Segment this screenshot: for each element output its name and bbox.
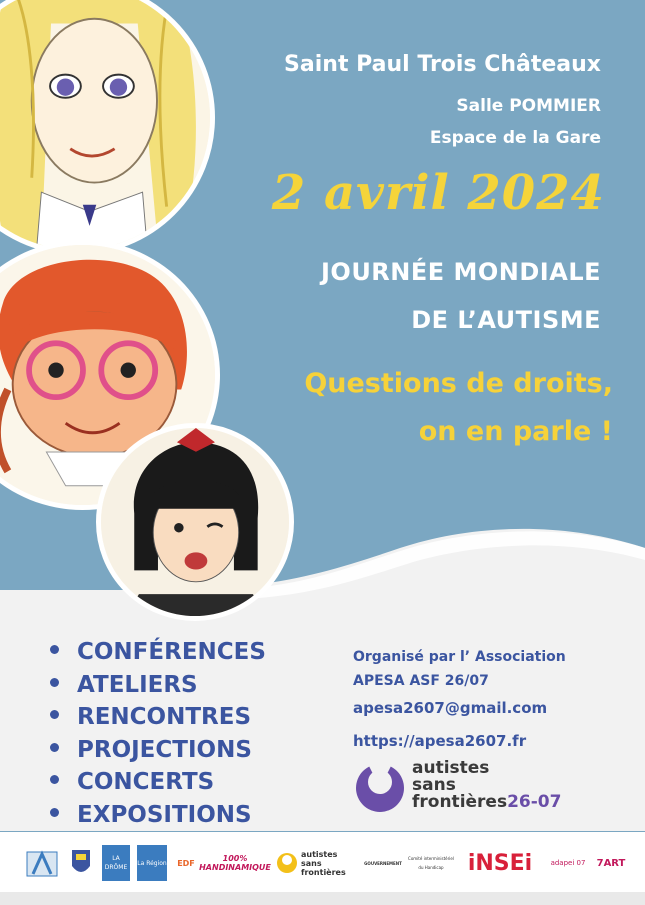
apesa-logo-icon [24,845,60,881]
edf-logo: EDF [177,858,195,868]
bullet-icon [50,710,59,719]
activity-label: EXPOSITIONS [77,801,252,828]
bullet-icon [50,775,59,784]
event-title-line-2: DE L’AUTISME [411,306,601,334]
activity-label: CONCERTS [77,769,215,795]
la-region-logo: La Région [137,845,167,881]
asf-logo-text [412,760,561,811]
city-name: Saint Paul Trois Châteaux [284,52,601,77]
asf-line-3-text: frontières [412,792,508,812]
la-drome-logo: LA DRÔME [102,845,130,881]
activity-label: RENCONTRES [77,704,252,730]
asf-footer-logo [276,845,356,881]
organizer-email[interactable]: apesa2607@gmail.com [353,699,548,717]
activity-item [50,734,266,767]
asf-footer-line-3: frontières [301,867,346,877]
asf-line-2: sans [412,775,456,795]
activity-item [50,669,266,702]
bottom-margin [0,892,645,905]
activity-item [50,766,266,799]
bullet-icon [50,808,59,817]
handinamique-logo: 100% HANDINAMIQUE [199,854,271,872]
venue-line-2: Espace de la Gare [429,128,601,148]
town-crest-icon [68,845,94,881]
event-date: 2 avril 2024 [271,165,605,221]
activity-item [50,799,266,832]
tagline-line-2: on en parle ! [418,416,613,447]
bullet-icon [50,645,59,654]
activity-item [50,701,266,734]
tagline-line-1: Questions de droits, [304,368,613,399]
bullet-icon [50,678,59,687]
organizer-intro: Organisé par l’ Association [353,649,566,665]
activity-label: ATELIERS [77,671,198,698]
activity-label: CONFÉRENCES [77,639,266,665]
bullet-icon [50,743,59,752]
insei-logo: iNSEi [467,850,533,876]
activity-label: PROJECTIONS [77,736,252,763]
asf-line-3 [412,794,561,811]
comite-handicap-logo: Comité interministériel du Handicap [408,856,454,870]
cinema-logo: 7ART [596,857,626,869]
venue-line-1: Salle POMMIER [456,96,601,116]
organizer-name: APESA ASF 26/07 [353,673,489,689]
asf-footer-line-2: sans [301,858,322,868]
adapei-logo: adapei 07 [550,858,586,867]
asf-footer-line-1: autistes [301,849,338,859]
organizer-website[interactable]: https://apesa2607.fr [353,732,527,750]
event-title-line-1: JOURNÉE MONDIALE [320,258,601,286]
asf-line-1: autistes [412,758,490,778]
activities-list [50,636,266,831]
activity-item [50,636,266,669]
gouvernement-logo: GOUVERNEMENT [364,860,402,866]
asf-number: 26-07 [507,792,562,812]
child-drawing-dark-hair [96,423,294,621]
